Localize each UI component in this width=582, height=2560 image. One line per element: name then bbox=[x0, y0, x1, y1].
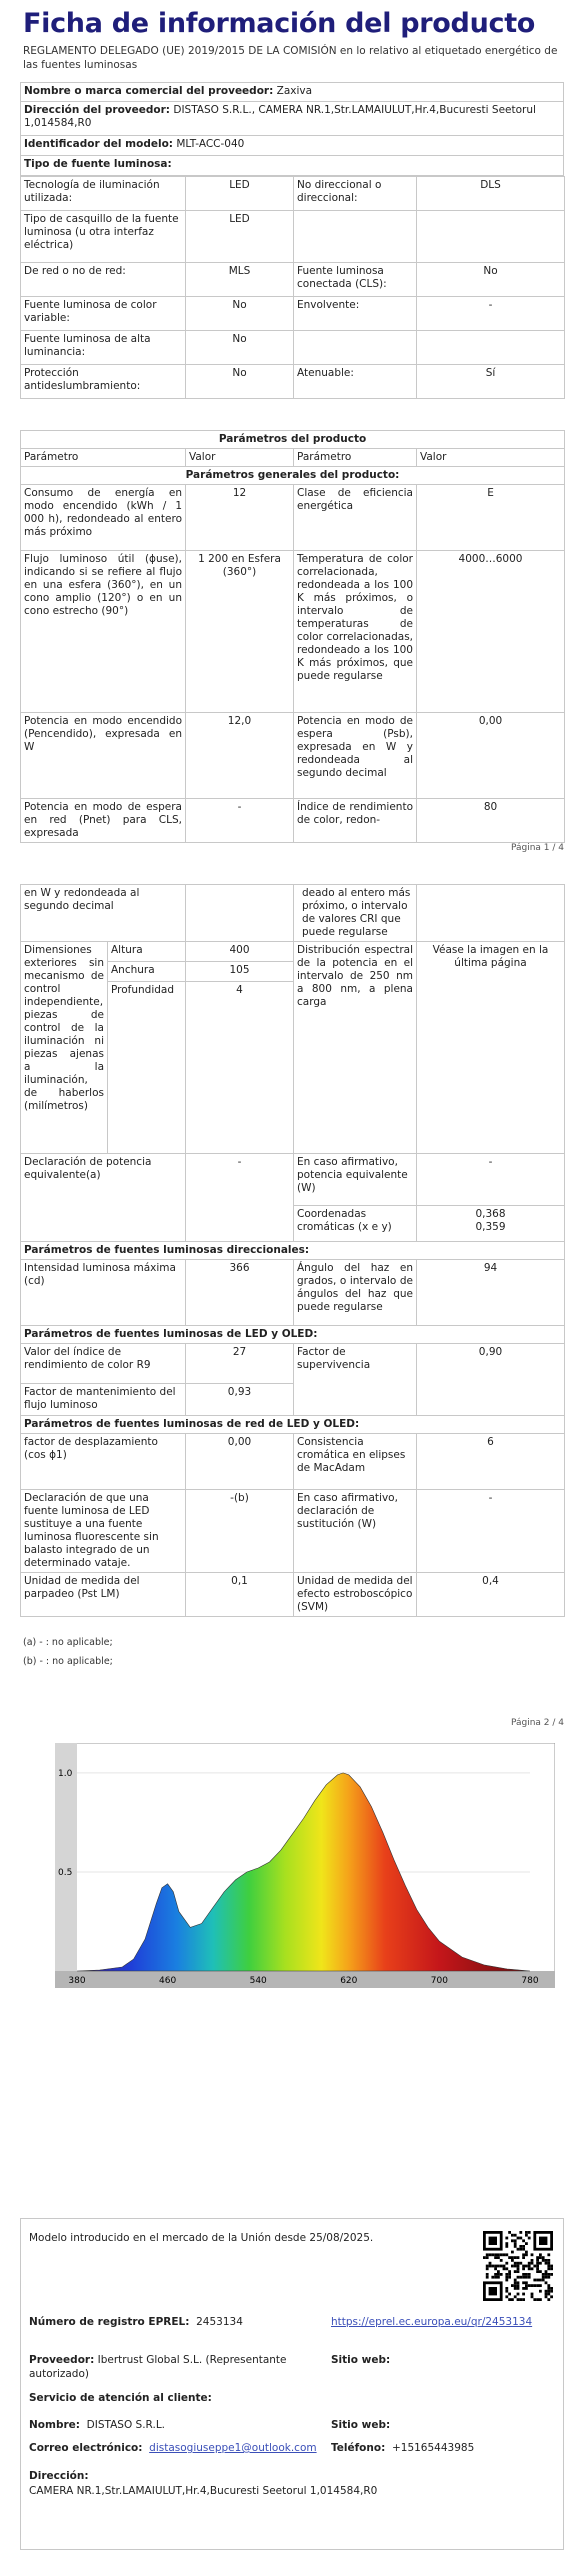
param-cell-v1: 12,0 bbox=[186, 713, 294, 799]
params-title: Parámetros del producto bbox=[21, 431, 565, 449]
name-row: Nombre: DISTASO S.R.L. bbox=[29, 2419, 166, 2431]
type-cell-l1: Protección antideslumbramiento: bbox=[21, 365, 186, 399]
spectral-label: Distribución espectral de la potencia en el intervalo de 250 nm a 800 nm, a plena carga bbox=[294, 942, 417, 1154]
type-cell-l2: Envolvente: bbox=[294, 297, 417, 331]
params-table-cont bbox=[20, 884, 565, 1617]
email-link[interactable]: distasogiuseppe1@outlook.com bbox=[149, 2442, 317, 2454]
website-label: Sitio web: bbox=[331, 2354, 391, 2366]
market-info-box bbox=[20, 2218, 564, 2550]
type-row bbox=[21, 365, 565, 399]
maint-value: 0,93 bbox=[186, 1384, 294, 1416]
param-cell-l2: Temperatura de color correlacionada, redondeada a los 100 K más próximos, o intervalo de temperaturas de color correlacionadas, redondeado a los 100 K más próximos, que puede regularse bbox=[294, 551, 417, 713]
flicker-value: 0,1 bbox=[186, 1573, 294, 1617]
type-cell-l1: Fuente luminosa de alta luminancia: bbox=[21, 331, 186, 365]
param-row bbox=[21, 713, 565, 799]
subst-value: - bbox=[417, 1490, 565, 1573]
type-row bbox=[21, 263, 565, 297]
address-value: CAMERA NR.1,Str.LAMAIULUT,Hr.4,Bucuresti Seetorul 1,014584,R0 bbox=[29, 2485, 378, 2497]
type-cell-v2: DLS bbox=[417, 177, 565, 211]
macadam-value: 6 bbox=[417, 1434, 565, 1490]
dims-label: Dimensiones exteriores sin mecanismo de control independiente, piezas de control de la iluminación ni piezas ajenas a la iluminación, de haberlos (milímetros) bbox=[21, 942, 108, 1154]
address-label: Dirección: bbox=[29, 2470, 89, 2482]
type-cell-l2 bbox=[294, 211, 417, 263]
intensity-value: 366 bbox=[186, 1260, 294, 1326]
type-row bbox=[21, 177, 565, 211]
type-cell-l2: Atenuable: bbox=[294, 365, 417, 399]
intensity-label: Intensidad luminosa máxima (cd) bbox=[21, 1260, 186, 1326]
x-tick-label: 700 bbox=[430, 1976, 448, 1986]
type-cell-l1: Tecnología de iluminación utilizada: bbox=[21, 177, 186, 211]
type-cell-v2 bbox=[417, 211, 565, 263]
phone-row: Teléfono: +15165443985 bbox=[331, 2442, 475, 2454]
page-number-1: Página 1 / 4 bbox=[510, 843, 564, 853]
param-cell-v2: E bbox=[417, 485, 565, 551]
param-cell-v2: 4000…6000 bbox=[417, 551, 565, 713]
type-cell-v1: LED bbox=[186, 177, 294, 211]
x-tick-label: 380 bbox=[68, 1976, 86, 1986]
r9-label: Valor del índice de rendimiento de color R9 bbox=[21, 1344, 186, 1384]
type-cell-v1: MLS bbox=[186, 263, 294, 297]
param-cell-v2: 0,00 bbox=[417, 713, 565, 799]
type-table bbox=[20, 176, 565, 399]
svm-label: Unidad de medida del efecto estroboscópico (SVM) bbox=[294, 1573, 417, 1617]
param-cell-v2: 80 bbox=[417, 799, 565, 843]
param-cell-l1: Potencia en modo de espera en red (Pnet) para CLS, expresada bbox=[21, 799, 186, 843]
depth-value: 4 bbox=[186, 982, 294, 1154]
type-cell-l1: De red o no de red: bbox=[21, 263, 186, 297]
beam-value: 94 bbox=[417, 1260, 565, 1326]
type-cell-v2: - bbox=[417, 297, 565, 331]
type-cell-v2: Sí bbox=[417, 365, 565, 399]
param-cell-l2: Clase de eficiencia energética bbox=[294, 485, 417, 551]
survival-value: 0,90 bbox=[417, 1344, 565, 1416]
col-param-2: Parámetro bbox=[294, 449, 417, 467]
coord-value: 0,368 0,359 bbox=[417, 1206, 565, 1242]
param-cell-l1: Consumo de energía en modo encendido (kWh / 1 000 h), redondeado al entero más próximo bbox=[21, 485, 186, 551]
directional-title: Parámetros de fuentes luminosas direccionales: bbox=[21, 1242, 565, 1260]
equiv-label: Declaración de potencia equivalente(a) bbox=[21, 1154, 186, 1242]
type-cell-v1: No bbox=[186, 365, 294, 399]
spectral-value: Véase la imagen en la última página bbox=[417, 942, 565, 1154]
x-tick-label: 460 bbox=[159, 1976, 177, 1986]
led-red-title: Parámetros de fuentes luminosas de red de LED y OLED: bbox=[21, 1416, 565, 1434]
x-axis-band bbox=[55, 1971, 555, 1988]
param-row bbox=[21, 799, 565, 843]
regulation-subtitle: REGLAMENTO DELEGADO (UE) 2019/2015 DE LA COMISIÓN en lo relativo al etiquetado energético de las fuentes luminosas bbox=[23, 45, 558, 71]
type-row bbox=[21, 297, 565, 331]
depth-label: Profundidad bbox=[108, 982, 186, 1154]
maint-label: Factor de mantenimiento del flujo luminoso bbox=[21, 1384, 186, 1416]
website2-label: Sitio web: bbox=[331, 2419, 391, 2431]
type-cell-v2 bbox=[417, 331, 565, 365]
type-cell-l1: Fuente luminosa de color variable: bbox=[21, 297, 186, 331]
eprel-row: Número de registro EPREL: 2453134 bbox=[29, 2316, 243, 2328]
type-row bbox=[21, 331, 565, 365]
fluor-value: -(b) bbox=[186, 1490, 294, 1573]
type-cell-l1: Tipo de casquillo de la fuente luminosa (u otra interfaz eléctrica) bbox=[21, 211, 186, 263]
svm-value: 0,4 bbox=[417, 1573, 565, 1617]
general-params-title: Parámetros generales del producto: bbox=[21, 467, 565, 485]
macadam-label: Consistencia cromática en elipses de MacAdam bbox=[294, 1434, 417, 1490]
type-cell-v1: No bbox=[186, 297, 294, 331]
type-cell-l2: No direccional o direccional: bbox=[294, 177, 417, 211]
param-row bbox=[21, 485, 565, 551]
type-heading: Tipo de fuente luminosa: bbox=[21, 156, 564, 176]
y-tick-label: 1.0 bbox=[58, 1768, 73, 1779]
type-cell-v1: LED bbox=[186, 211, 294, 263]
type-cell-l2 bbox=[294, 331, 417, 365]
type-cell-v2: No bbox=[417, 263, 565, 297]
type-cell-v1: No bbox=[186, 331, 294, 365]
param-cell-v1: - bbox=[186, 799, 294, 843]
type-row bbox=[21, 211, 565, 263]
page-number-2: Página 2 / 4 bbox=[510, 1718, 564, 1728]
disp-value: 0,00 bbox=[186, 1434, 294, 1490]
qr-code-icon[interactable] bbox=[483, 2231, 553, 2301]
model-row: Identificador del modelo: MLT-ACC-040 bbox=[21, 136, 564, 156]
note-a: (a) - : no aplicable; bbox=[23, 1637, 113, 1648]
col-param-1: Parámetro bbox=[21, 449, 186, 467]
width-label: Anchura bbox=[108, 962, 186, 982]
note-b: (b) - : no aplicable; bbox=[23, 1656, 113, 1667]
cont-left: en W y redondeada al segundo decimal bbox=[21, 885, 186, 942]
param-cell-v1: 12 bbox=[186, 485, 294, 551]
coord-label: Coordenadas cromáticas (x e y) bbox=[294, 1206, 417, 1242]
param-row bbox=[21, 551, 565, 713]
param-cell-l1: Flujo luminoso útil (ϕuse), indicando si se refiere al flujo en una esfera (360°), en un cono amplio (120°) o en un cono estrecho (90°) bbox=[21, 551, 186, 713]
r9-value: 27 bbox=[186, 1344, 294, 1384]
email-row: Correo electrónico: distasogiuseppe1@outlook.com bbox=[29, 2442, 317, 2454]
y-tick-label: 0.5 bbox=[58, 1867, 73, 1878]
beam-label: Ángulo del haz en grados, o intervalo de ángulos del haz que puede regularse bbox=[294, 1260, 417, 1326]
type-cell-l2: Fuente luminosa conectada (CLS): bbox=[294, 263, 417, 297]
provider-row: Proveedor: Ibertrust Global S.L. (Representante autorizado) bbox=[29, 2354, 287, 2380]
param-cell-l2: Índice de rendimiento de color, redon- bbox=[294, 799, 417, 843]
placed-on-market: Modelo introducido en el mercado de la Unión desde 25/08/2025. bbox=[29, 2232, 374, 2244]
param-cell-l1: Potencia en modo encendido (Pencendido), expresada en W bbox=[21, 713, 186, 799]
flicker-label: Unidad de medida del parpadeo (Pst LM) bbox=[21, 1573, 186, 1617]
param-cell-l2: Potencia en modo de espera (Psb), expresada en W y redondeada al segundo decimal bbox=[294, 713, 417, 799]
equiv-r-label: En caso afirmativo, potencia equivalente (W) bbox=[294, 1154, 417, 1206]
fluor-label: Declaración de que una fuente luminosa de LED sustituye a una fuente luminosa fluorescente sin balasto integrado de un determinado vataje. bbox=[21, 1490, 186, 1573]
eprel-link[interactable]: https://eprel.ec.europa.eu/qr/2453134 bbox=[331, 2316, 533, 2328]
cont-right: deado al entero más próximo, o intervalo de valores CRI que puede regularse bbox=[294, 885, 417, 942]
led-title: Parámetros de fuentes luminosas de LED y OLED: bbox=[21, 1326, 565, 1344]
equiv-value: - bbox=[186, 1154, 294, 1242]
col-value-2: Valor bbox=[417, 449, 565, 467]
width-value: 105 bbox=[186, 962, 294, 982]
param-cell-v1: 1 200 en Esfera (360°) bbox=[186, 551, 294, 713]
params-table bbox=[20, 430, 565, 843]
height-value: 400 bbox=[186, 942, 294, 962]
height-label: Altura bbox=[108, 942, 186, 962]
equiv-r-value: - bbox=[417, 1154, 565, 1206]
page-title: Ficha de información del producto bbox=[23, 8, 536, 39]
x-tick-label: 540 bbox=[249, 1976, 267, 1986]
supplier-table bbox=[20, 82, 564, 176]
spectral-chart bbox=[55, 1743, 555, 1988]
subst-label: En caso afirmativo, declaración de sustitución (W) bbox=[294, 1490, 417, 1573]
disp-label: factor de desplazamiento (cos ϕ1) bbox=[21, 1434, 186, 1490]
service-title: Servicio de atención al cliente: bbox=[29, 2392, 212, 2404]
survival-label: Factor de supervivencia bbox=[294, 1344, 417, 1416]
x-tick-label: 780 bbox=[521, 1976, 539, 1986]
x-tick-label: 620 bbox=[340, 1976, 358, 1986]
col-value-1: Valor bbox=[186, 449, 294, 467]
brand-row: Nombre o marca comercial del proveedor: Zaxiva bbox=[21, 83, 564, 102]
address-row: Dirección del proveedor: DISTASO S.R.L., CAMERA NR.1,Str.LAMAIULUT,Hr.4,Bucuresti Seetorul 1,014584,R0 bbox=[21, 102, 564, 136]
